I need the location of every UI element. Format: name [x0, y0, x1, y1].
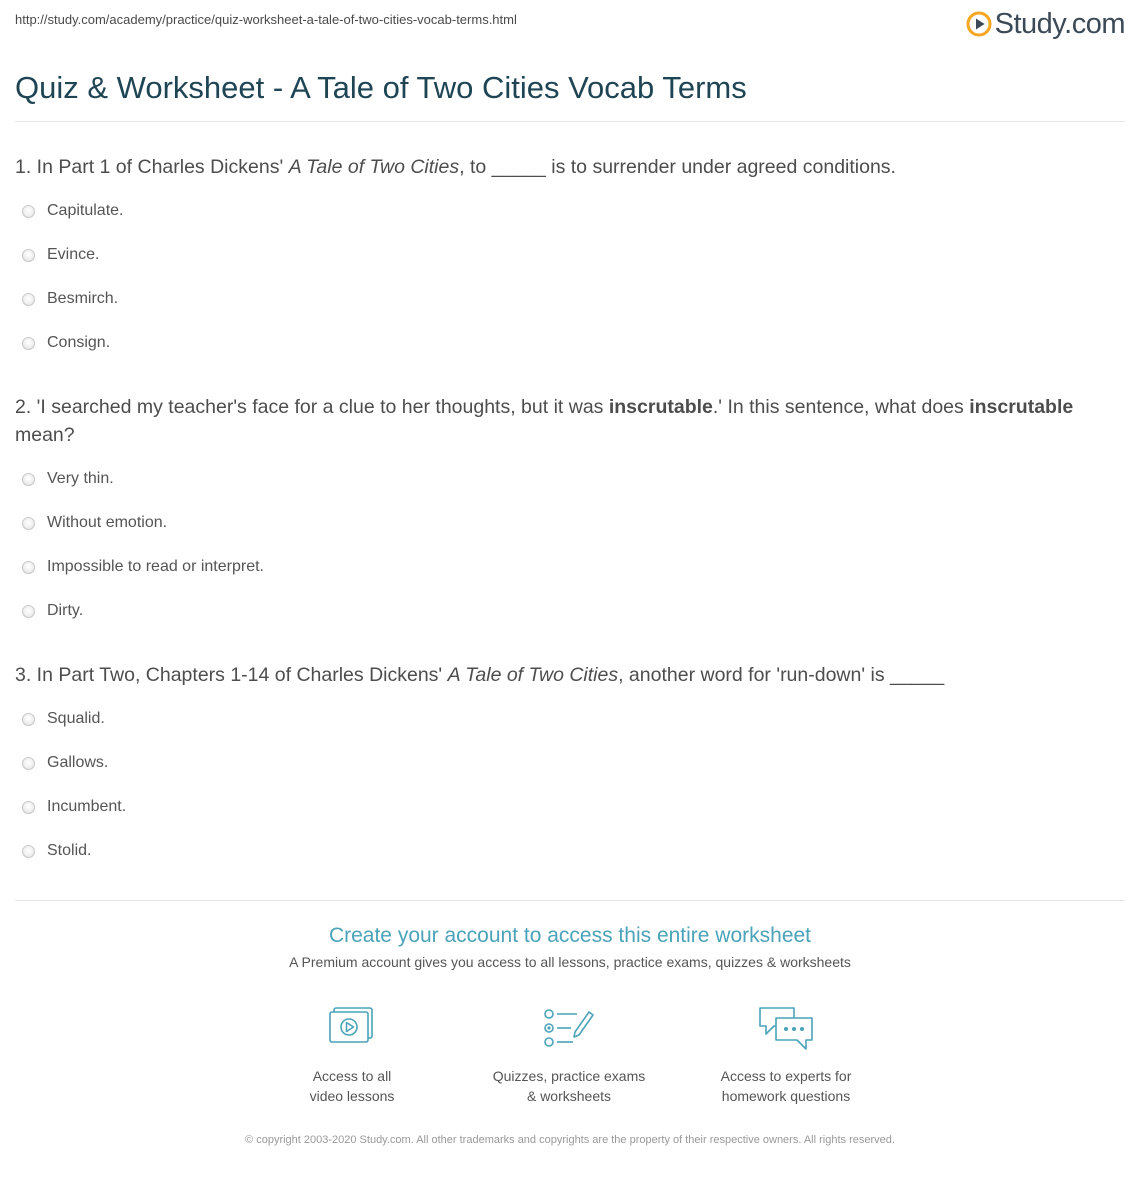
question-1 [15, 153, 1115, 181]
question-text: , another word for 'run-down' is _____ [618, 664, 945, 686]
answer-option[interactable] [22, 752, 126, 796]
cta-divider [15, 900, 1125, 901]
radio-button[interactable] [22, 801, 35, 814]
feature-label: Access to experts for homework questions [720, 1068, 852, 1104]
radio-button[interactable] [22, 713, 35, 726]
feature-video-lessons [252, 1004, 452, 1106]
radio-button[interactable] [22, 757, 35, 770]
page-url: http://study.com/academy/practice/quiz-worksheet-a-tale-of-two-cities-vocab-terms.html [15, 12, 517, 27]
question-text: 'I searched my teacher's face for a clue to her thoughts, but it was [31, 396, 609, 418]
answer-option[interactable] [22, 288, 124, 332]
answer-option[interactable] [22, 332, 124, 376]
answer-option[interactable] [22, 244, 124, 288]
answer-label[interactable]: Impossible to read or interpret. [47, 558, 264, 575]
feature-label: Quizzes, practice exams & worksheets [492, 1068, 646, 1104]
radio-button[interactable] [22, 293, 35, 306]
radio-button[interactable] [22, 473, 35, 486]
question-number: 1. [15, 156, 32, 178]
answer-label[interactable]: Very thin. [47, 470, 114, 487]
answer-option[interactable] [22, 708, 126, 752]
question-2-options [22, 468, 264, 644]
radio-button[interactable] [22, 561, 35, 574]
cta-subtitle: A Premium account gives you access to all lessons, practice exams, quizzes & worksheets [289, 954, 851, 970]
answer-option[interactable] [22, 796, 126, 840]
question-text: .' In this sentence, what does [712, 396, 970, 418]
answer-label[interactable]: Without emotion. [47, 514, 168, 531]
answer-label[interactable]: Gallows. [47, 754, 109, 771]
feature-experts [686, 1004, 886, 1106]
question-1-options [22, 200, 124, 376]
radio-button[interactable] [22, 337, 35, 350]
question-3-options [22, 708, 126, 884]
chat-bubbles-icon [754, 1004, 818, 1056]
radio-button[interactable] [22, 249, 35, 262]
answer-option[interactable] [22, 200, 124, 244]
top-bar [15, 0, 1125, 48]
cta-title[interactable]: Create your account to access this entire worksheet [328, 924, 812, 947]
question-text: mean? [15, 424, 75, 446]
radio-button[interactable] [22, 517, 35, 530]
answer-label[interactable]: Dirty. [47, 602, 84, 619]
answer-label[interactable]: Stolid. [47, 842, 92, 859]
book-title: A Tale of Two Cities [447, 664, 619, 686]
video-lessons-icon [320, 1004, 384, 1056]
question-text: In Part 1 of Charles Dickens' [31, 156, 289, 178]
answer-label[interactable]: Capitulate. [47, 202, 124, 219]
answer-option[interactable] [22, 600, 264, 644]
title-divider [15, 121, 1125, 122]
feature-label: Access to all video lessons [309, 1068, 395, 1104]
radio-button[interactable] [22, 205, 35, 218]
question-text: In Part Two, Chapters 1-14 of Charles Dickens' [31, 664, 448, 686]
radio-button[interactable] [22, 605, 35, 618]
answer-label[interactable]: Evince. [47, 246, 100, 263]
copyright: © copyright 2003-2020 Study.com. All other trademarks and copyrights are the property of their respective owners. All rights reserved. [245, 1134, 895, 1146]
question-3 [15, 661, 1115, 689]
page-title: Quiz & Worksheet - A Tale of Two Cities Vocab Terms [15, 70, 747, 105]
answer-option[interactable] [22, 468, 264, 512]
question-number: 3. [15, 664, 32, 686]
question-term: inscrutable [608, 396, 713, 418]
answer-option[interactable] [22, 556, 264, 600]
radio-button[interactable] [22, 845, 35, 858]
answer-label[interactable]: Incumbent. [47, 798, 127, 815]
question-number: 2. [15, 396, 32, 418]
answer-label[interactable]: Consign. [47, 334, 111, 351]
study-logo[interactable] [966, 6, 1125, 42]
book-title: A Tale of Two Cities [288, 156, 460, 178]
answer-label[interactable]: Squalid. [47, 710, 105, 727]
quiz-checklist-icon [537, 1004, 601, 1056]
answer-option[interactable] [22, 512, 264, 556]
answer-option[interactable] [22, 840, 126, 884]
question-2 [15, 393, 1115, 449]
play-circle-icon [966, 11, 992, 37]
logo-text: Study.com [994, 7, 1125, 40]
answer-label[interactable]: Besmirch. [47, 290, 119, 307]
question-term: inscrutable [969, 396, 1074, 418]
question-text: , to _____ is to surrender under agreed conditions. [459, 156, 896, 178]
feature-quizzes [469, 1004, 669, 1106]
